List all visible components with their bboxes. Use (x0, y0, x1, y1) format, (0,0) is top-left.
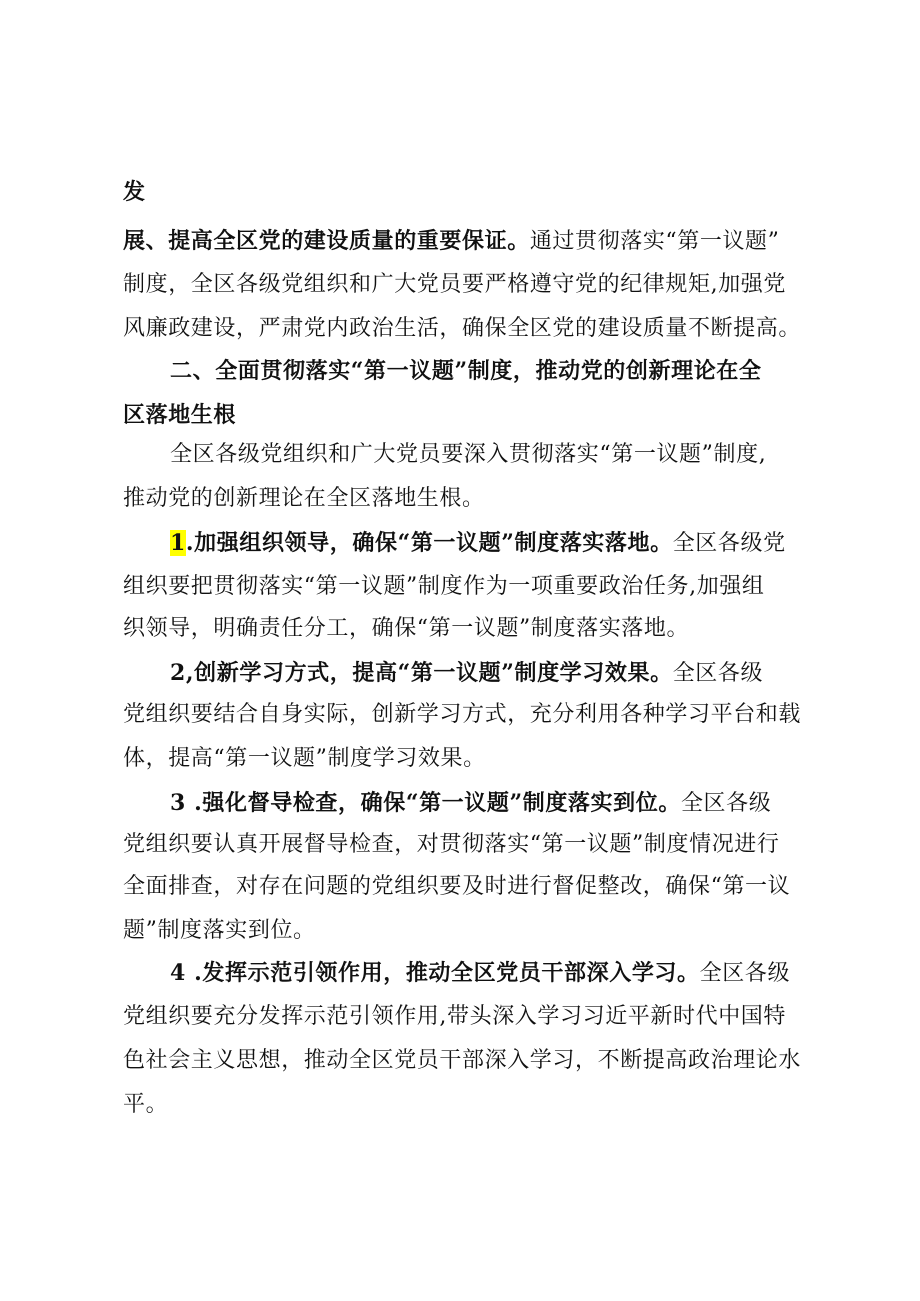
text-fragment: 发 (123, 179, 146, 205)
body-text: 通过贯彻落实“第一议题” (529, 229, 780, 254)
list-item-title: 4 .发挥示范引领作用，推动全区党员干部深入学习。 (170, 960, 700, 986)
list-item-title: 2,创新学习方式，提高“第一议题”制度学习效果。 (170, 660, 673, 686)
paragraph-line: 体，提高“第一议题”制度学习效果。 (123, 746, 486, 771)
highlighted-number: 1 (170, 530, 186, 556)
paragraph-line: 全区各级党组织和广大党员要深入贯彻落实“第一议题”制度, (170, 442, 767, 467)
paragraph-line: 全面排查，对存在问题的党组织要及时进行督促整改，确保“第一议 (123, 874, 791, 899)
list-item-1 (170, 528, 813, 559)
body-text: 全区各级党 (672, 531, 786, 556)
list-item-title: .加强组织领导，确保“第一议题”制度落实落地。 (185, 530, 673, 556)
paragraph-line: 题”制度落实到位。 (123, 918, 316, 943)
paragraph-line: 织领导，明确责任分工，确保“第一议题”制度落实落地。 (123, 616, 690, 641)
list-item-4 (170, 958, 813, 989)
list-item-2 (170, 658, 813, 689)
bold-lead-text: 展、提高全区党的建设质量的重要保证。 (123, 228, 530, 254)
paragraph-line: 党组织要充分发挥示范引领作用,带头深入学习习近平新时代中国特 (123, 1004, 786, 1029)
paragraph-line: 色社会主义思想，推动全区党员干部深入学习，不断提高政治理论水 (123, 1048, 802, 1073)
text-line: 制度，全区各级党组织和广大党员要严格遵守党的纪律规矩,加强党 (123, 272, 786, 297)
body-text: 全区各级 (672, 661, 764, 686)
list-item-3 (170, 788, 813, 819)
text-line (123, 226, 813, 257)
body-text: 全区各级 (699, 961, 791, 986)
text-line (123, 177, 813, 207)
paragraph-line: 组织要把贯彻落实“第一议题”制度作为一项重要政治任务,加强组 (123, 574, 765, 599)
paragraph-line: 党组织要认真开展督导检查，对贯彻落实“第一议题”制度情况进行 (123, 832, 780, 857)
list-item-title: 3 .强化督导检查，确保“第一议题”制度落实到位。 (170, 790, 681, 816)
paragraph-line: 推动党的创新理论在全区落地生根。 (123, 486, 485, 511)
paragraph-line: 党组织要结合自身实际，创新学习方式，充分利用各种学习平台和载 (123, 702, 802, 727)
paragraph-line: 平。 (123, 1092, 169, 1117)
text-line: 风廉政建设，严肃党内政治生活，确保全区党的建设质量不断提高。 (123, 316, 802, 341)
body-text: 全区各级 (680, 791, 772, 816)
section-heading: 二、全面贯彻落实“第一议题”制度，推动党的创新理论在全 (170, 358, 762, 384)
section-heading-continued: 区落地生根 (123, 402, 237, 428)
